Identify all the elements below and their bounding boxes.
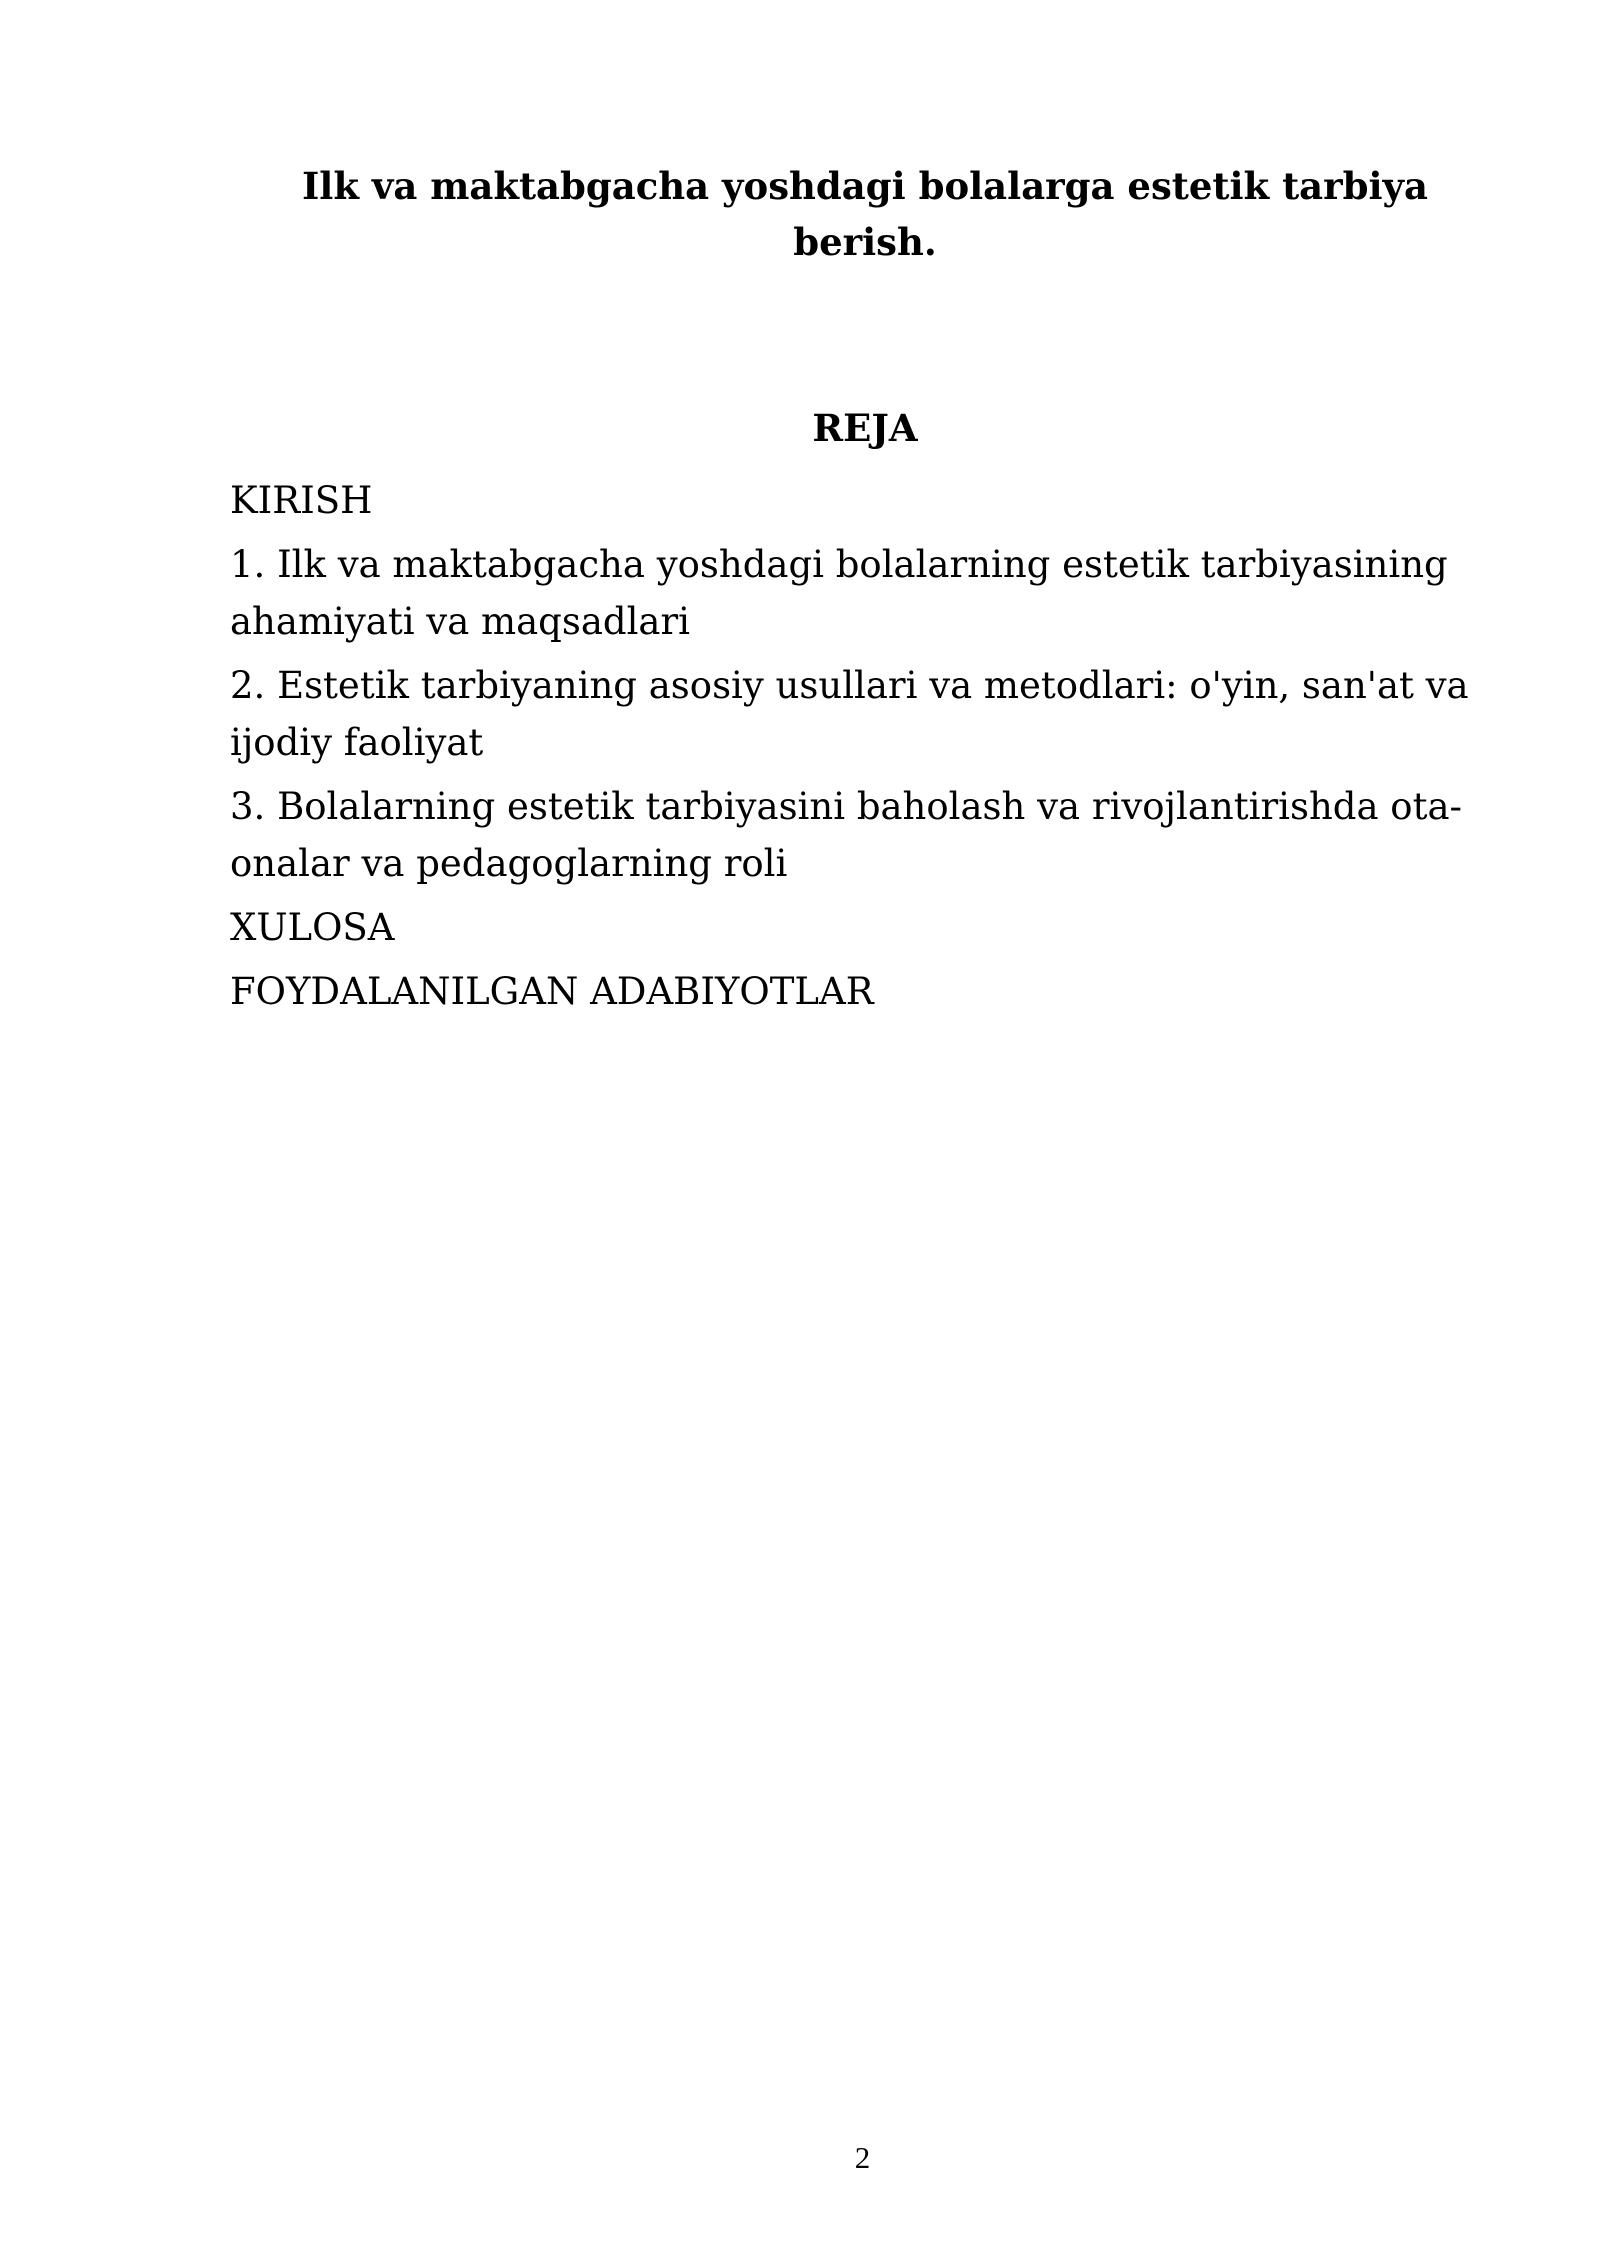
page-number: 2 [854,2140,871,2175]
plan-item-intro: KIRISH [230,479,373,522]
document-title-line-2: berish. [793,220,937,264]
plan-item-2: 2. Estetik tarbiyaning asosiy usullari va metodlari: o'yin, san'at va ijodiy faoliyat [230,664,1469,764]
plan-item-references: FOYDALANILGAN ADABIYOTLAR [230,970,874,1013]
document-title-line-1: Ilk va maktabgacha yoshdagi bolalarga estetik tarbiya [301,164,1429,208]
plan-heading: REJA [812,406,918,450]
plan-list [230,472,1510,1027]
plan-item-conclusion: XULOSA [230,906,395,949]
plan-item-3: 3. Bolalarning estetik tarbiyasini baholash va rivojlantirishda ota-onalar va pedagoglarning roli [230,785,1463,885]
document-title [230,158,1500,270]
plan-item-1: 1. Ilk va maktabgacha yoshdagi bolalarning estetik tarbiyasining ahamiyati va maqsadlari [230,543,1448,643]
